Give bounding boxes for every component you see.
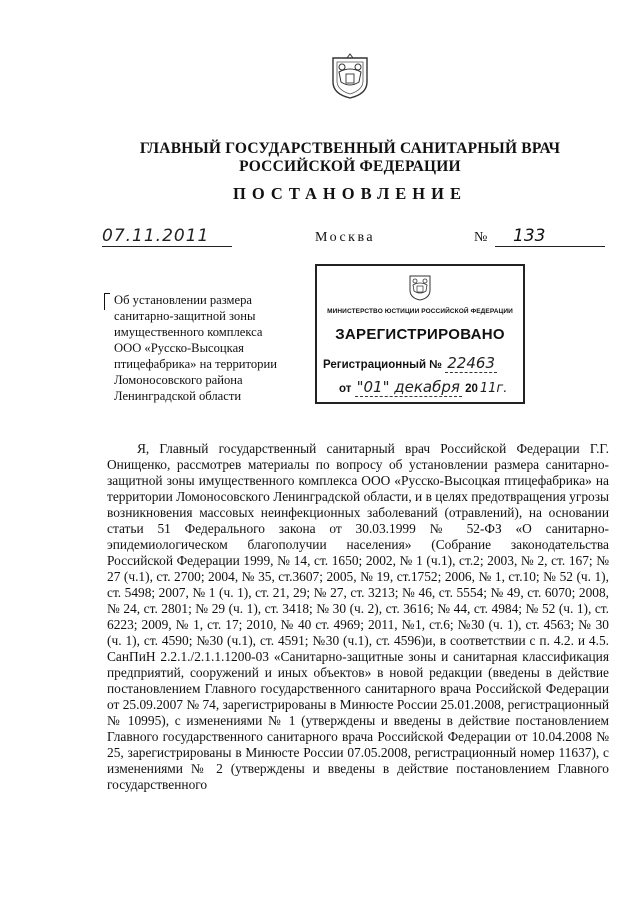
registration-stamp: [315, 264, 525, 404]
issuer-title: [0, 140, 640, 176]
document-number: 133: [495, 226, 605, 247]
stamp-from-label: от: [339, 383, 352, 395]
subject-line: птицефабрика» на территории: [114, 357, 277, 371]
document-date: 07.11.2011: [102, 226, 232, 247]
stamp-year-suffix: 11г.: [479, 381, 508, 396]
stamp-reg-label: Регистрационный №: [323, 359, 443, 371]
double-headed-eagle-emblem-icon: [327, 52, 373, 100]
stamp-reg-number: 22463: [447, 354, 495, 372]
stamp-ministry: МИНИСТЕРСТВО ЮСТИЦИИ РОССИЙСКОЙ ФЕДЕРАЦИИ: [327, 308, 513, 315]
issuer-title-line1: ГЛАВНЫЙ ГОСУДАРСТВЕННЫЙ САНИТАРНЫЙ ВРАЧ: [139, 140, 561, 157]
subject-line: ООО «Русско-Высоцкая: [114, 341, 244, 355]
subject-line: имущественного комплекса: [114, 325, 263, 339]
subject-line: Ломоносовского района: [114, 373, 243, 387]
subject-bracket: [104, 293, 110, 310]
stamp-date-row: [339, 378, 509, 396]
stamp-registered: ЗАРЕГИСТРИРОВАНО: [335, 326, 505, 343]
subject-line: санитарно-защитной зоны: [114, 309, 256, 323]
document-city: Москва: [315, 230, 376, 245]
stamp-registration-number-row: [323, 354, 497, 372]
body-paragraph: Я, Главный государственный санитарный врач Российской Федерации Г.Г. Онищенко, рассмотрев материалы по вопросу об установлении размера санитарно-защитной зоны имущественного комплекса ООО «Русско-Высоцкая птицефабрика» на территории Ломоносовского Ленинградской области, и в целях предотвращения угрозы возникновения массовых неинфекционных заболеваний (отравлений), на основании статьи 51 Федерального закона от 30.03.1999 № 52-ФЗ «О санитарно-эпидемиологическом благополучии населения» (Собрание законодательства Российской Федерации 1999, № 14, ст. 1650; 2002, № 1 (ч.1), ст.2; 2003, № 2, ст. 167; № 27 (ч.1), ст. 2700; 2004, № 35, ст.3607; 2005, № 19, ст.1752; 2006, № 1, ст.10; № 52 (ч. 1), ст. 5498; 2007, № 1 (ч. 1), ст. 21, 29; № 27, ст. 3213; № 46, ст. 5554; № 49, ст. 6070; 2008, № 24, ст. 2801; № 29 (ч. 1), ст. 3418; № 30 (ч. 2), ст. 3616; № 44, ст. 4984; № 52 (ч. 1), ст. 6223; 2009, № 1, ст. 17; 2010, № 40 ст. 4969; 2011, №1, ст.6; №30 (ч. 1), ст. 4563; № 30 (ч. 1), ст. 4590; №30 (ч.1), ст. 4591; №30 (ч.1), ст. 4596)и, в соответствии с п. 4.2. и 4.5. СанПиН 2.2.1./2.1.1.1200-03 «Санитарно-защитные зоны и санитарная классификация предприятий, сооружений и иных объектов» в новой редакции (введены в действие постановлением Главного государственного санитарного врача Российской Федерации от 25.09.2007 № 74, зарегистрированы в Минюсте России 25.01.2008, регистрационный № 10995), с изменениями № 1 (утверждены и введены в действие постановлением Главного государственного санитарного врача Российской Федерации от 10.04.2008 № 25, зарегистрированы в Минюсте России 07.05.2008, регистрационный номер 11637), с изменениями № 2 (утверждены и введены в действие постановлением Главного государственного: [107, 441, 609, 792]
eagle-emblem-icon: [406, 272, 434, 302]
document-type: ПОСТАНОВЛЕНИЕ: [233, 184, 467, 203]
subject-line: Ленинградской области: [114, 389, 242, 403]
document-number-label: №: [474, 230, 488, 245]
stamp-year-prefix: 20: [465, 383, 478, 395]
document-body: [107, 441, 609, 793]
issuer-title-line2: РОССИЙСКОЙ ФЕДЕРАЦИИ: [239, 158, 461, 175]
document-subject: [114, 292, 290, 404]
subject-line: Об установлении размера: [114, 293, 252, 307]
stamp-reg-date: "01" декабря: [356, 378, 460, 396]
